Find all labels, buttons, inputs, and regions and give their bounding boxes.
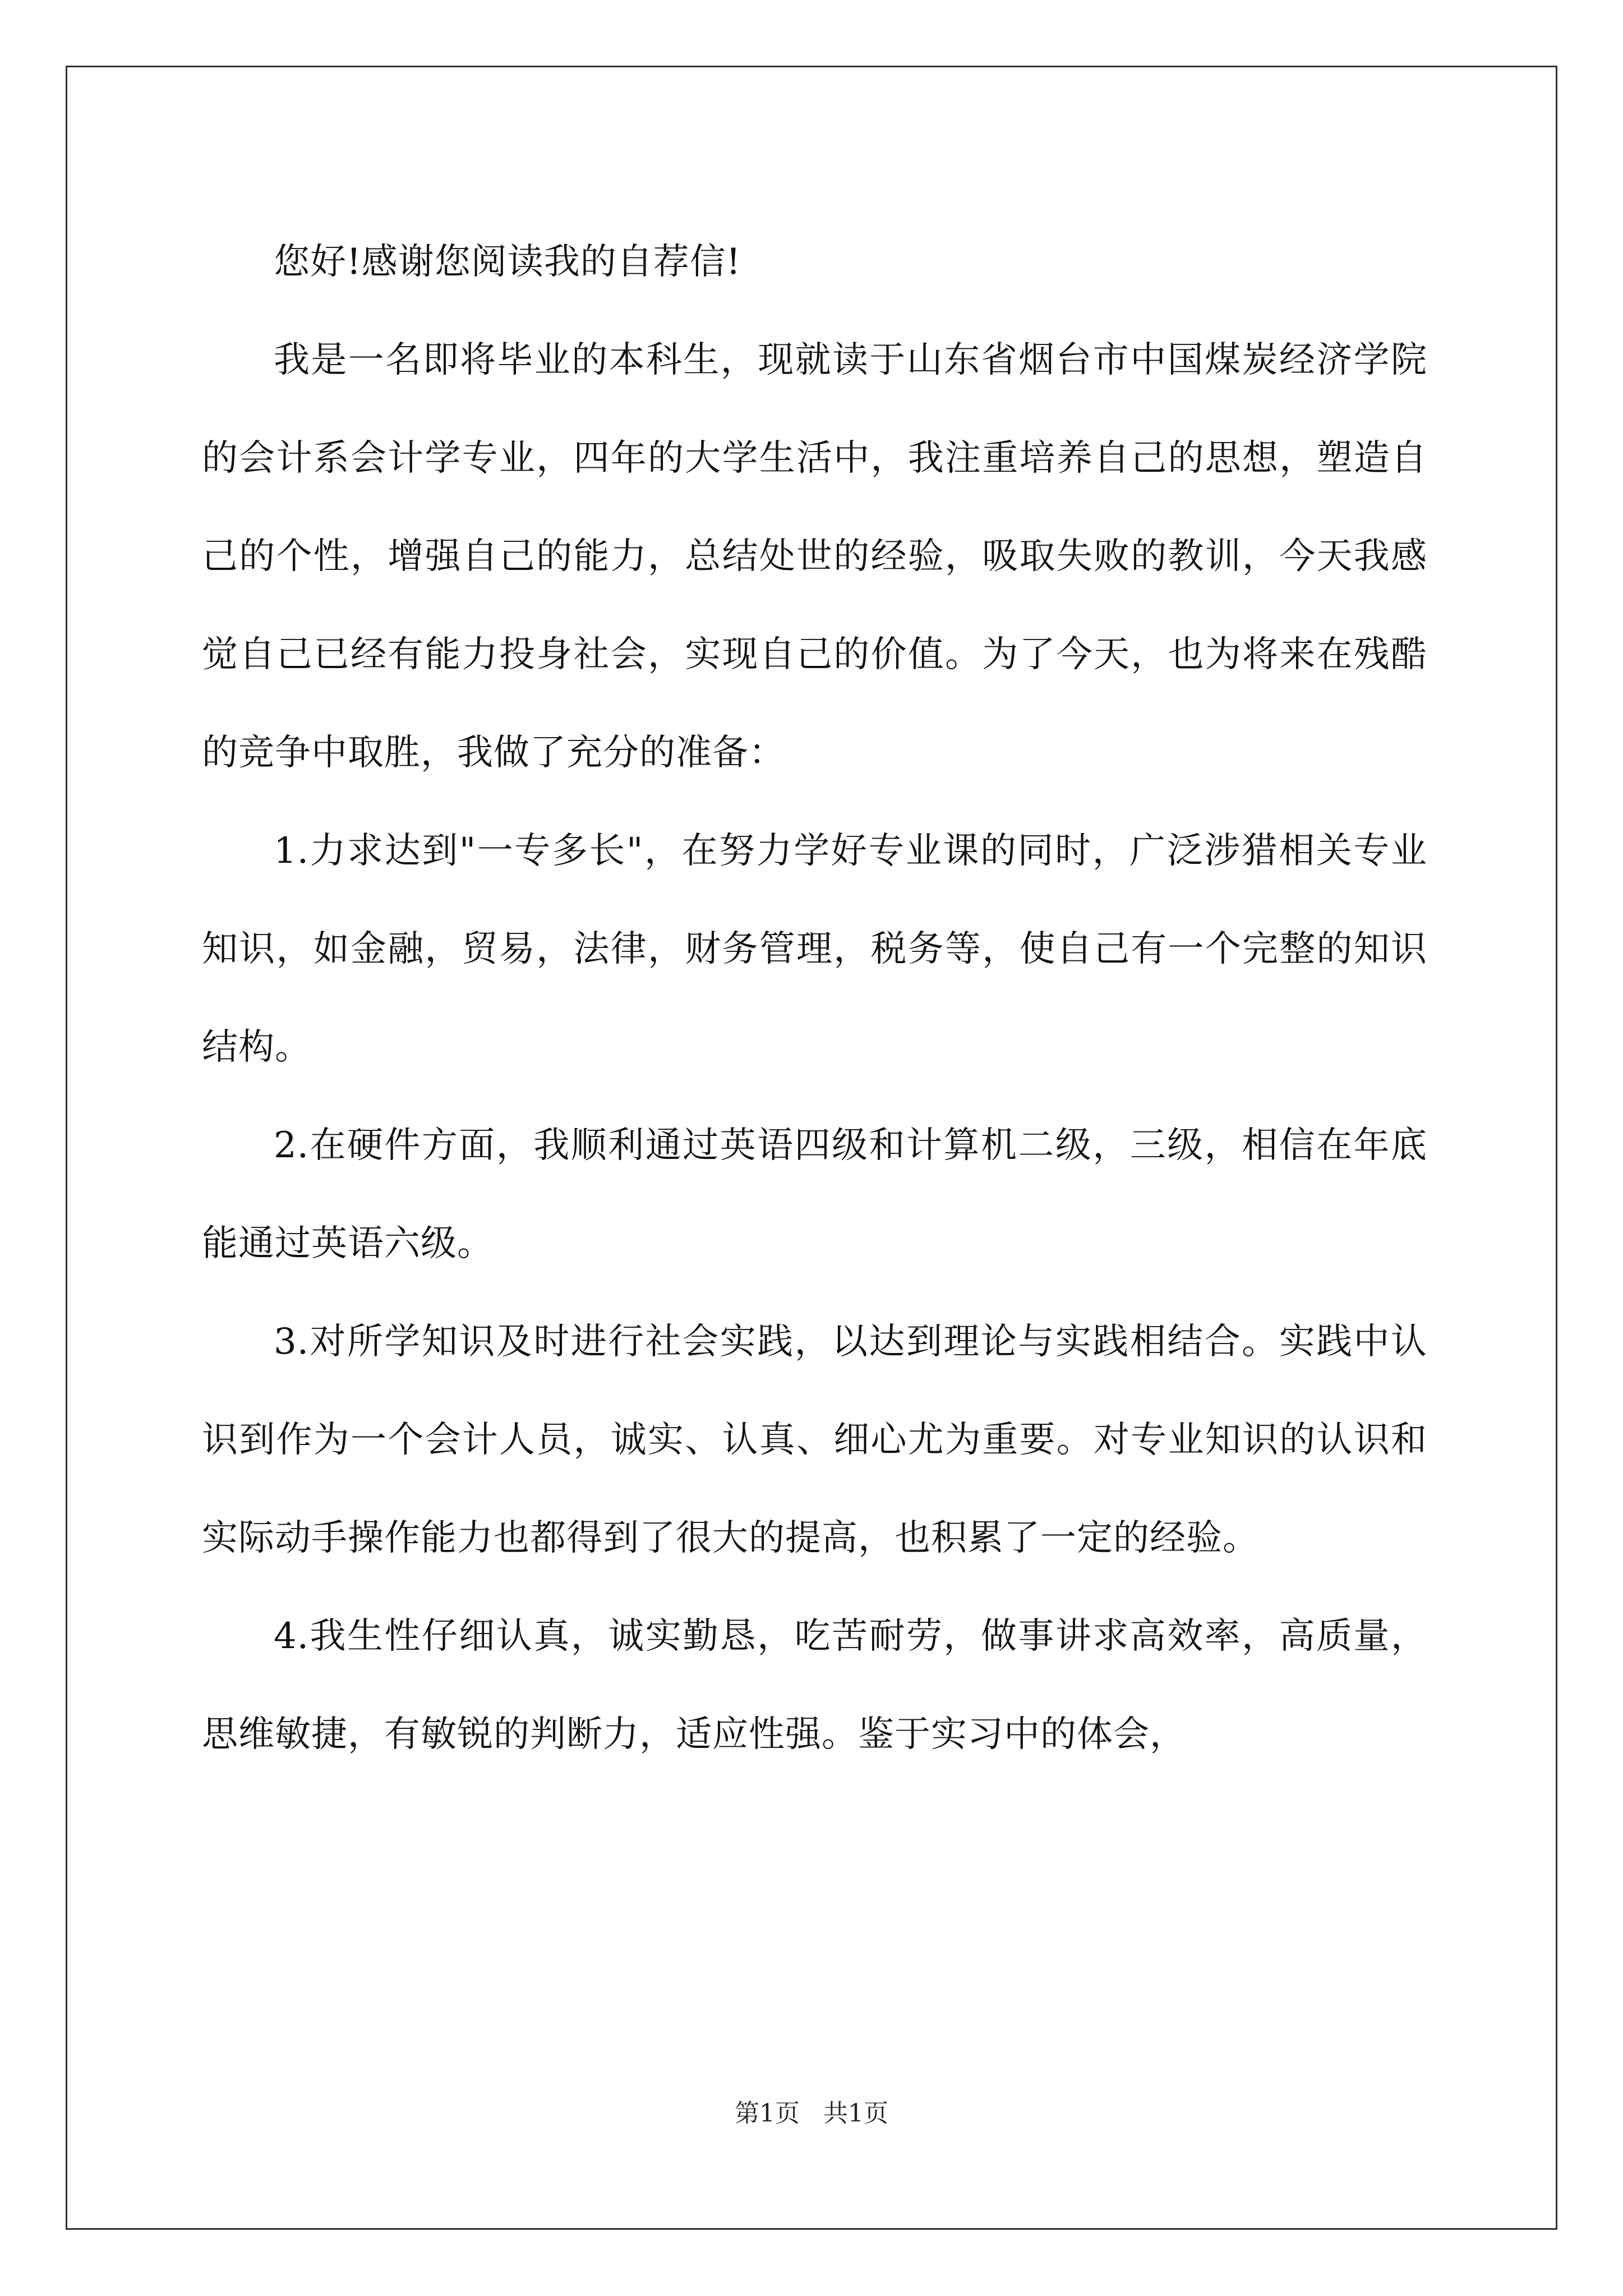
paragraph-greeting: 您好!感谢您阅读我的自荐信!: [274, 241, 741, 283]
paragraph-introduction: 我是一名即将毕业的本科生，现就读于山东省烟台市中国煤炭经济学院的会计系会计学专业，四年的大学生活中，我注重培养自己的思想，塑造自己的个性，增强自己的能力，总结处世的经验，吸取失败的教训，今天我感觉自己已经有能力投身社会，实现自己的价值。为了今天，也为将来在残酷的竞争中取胜，我做了充分的准备：: [202, 339, 1427, 774]
paragraph-point-4: 4.我生性仔细认真，诚实勤恳，吃苦耐劳，做事讲求高效率，高质量，思维敏捷，有敏锐的判断力，适应性强。鉴于实习中的体会，: [202, 1616, 1427, 1755]
paragraph-point-2: 2.在硬件方面，我顺利通过英语四级和计算机二级，三级，相信在年底能通过英语六级。: [202, 1125, 1427, 1264]
page-footer: [0, 2097, 1623, 2131]
paragraph-point-3: 3.对所学知识及时进行社会实践，以达到理论与实践相结合。实践中认识到作为一个会计人员，诚实、认真、细心尤为重要。对专业知识的认识和实际动手操作能力也都得到了很大的提高，也积累了一定的经验。: [202, 1321, 1427, 1559]
paragraph-point-1: 1.力求达到"一专多长"，在努力学好专业课的同时，广泛涉猎相关专业知识，如金融，贸易，法律，财务管理，税务等，使自己有一个完整的知识结构。: [202, 830, 1427, 1068]
page-number-current: 第1页: [735, 2099, 800, 2128]
letter-body: [202, 213, 1427, 1784]
page-number-total: 共1页: [823, 2099, 888, 2128]
